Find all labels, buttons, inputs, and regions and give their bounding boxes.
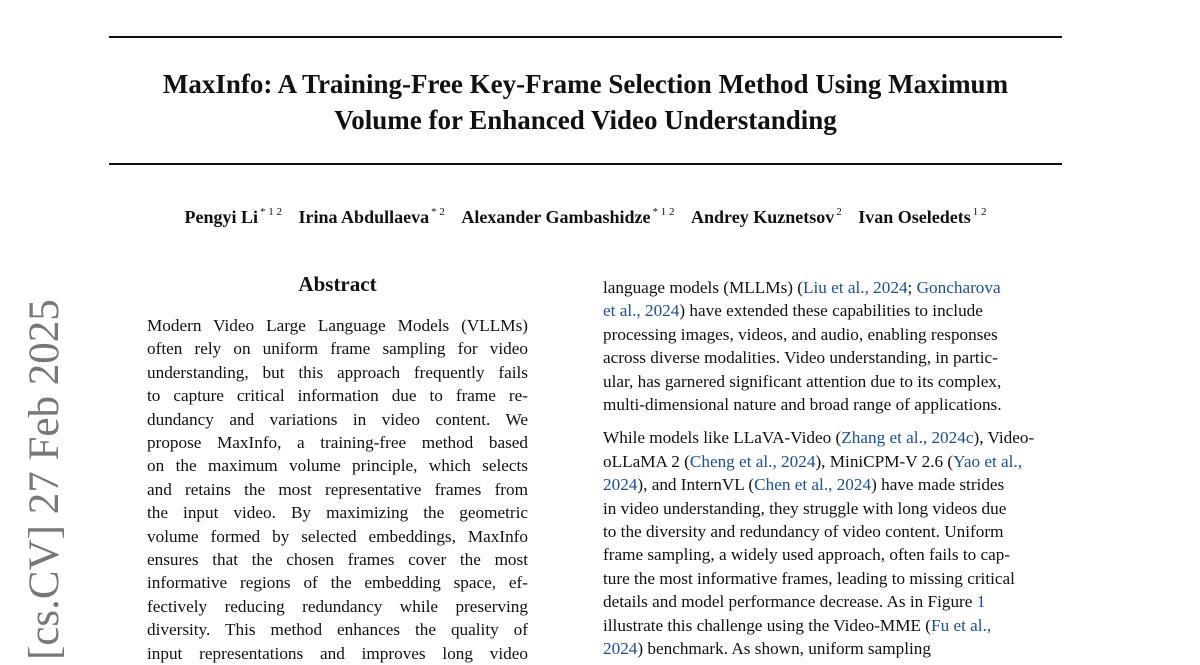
body-line: While models like LLaVA-Video (Zhang et al., 2024c), Video- [603, 428, 1035, 448]
author-name: Ivan Oseledets [858, 207, 971, 227]
abstract-line: Modern Video Large Language Models (VLLMs) [147, 316, 528, 335]
author [691, 207, 842, 227]
citation-link[interactable]: 2024 [603, 639, 638, 659]
arxiv-stamp: [cs.CV] 27 Feb 2025 [21, 299, 68, 660]
abstract-line: input representations and improves long video [147, 643, 528, 663]
body-line: to the diversity and redundancy of video content. Uniform [603, 522, 1004, 542]
title-line: MaxInfo: A Training-Free Key-Frame Selection Method Using Maximum [162, 69, 1009, 99]
title-bottom-rule [109, 163, 1062, 165]
abstract-line: volume formed by selected embeddings, MaxInfo [147, 526, 528, 546]
citation-link[interactable]: 2024 [603, 475, 638, 495]
author-affiliation: * 1 2 [260, 206, 283, 218]
body-line: illustrate this challenge using the Video-MME (Fu et al., [603, 615, 992, 635]
abstract-line: dundancy and variations in video content. We [147, 409, 528, 429]
figure-ref-link[interactable]: 1 [976, 592, 986, 612]
author-name: Alexander Gambashidze [461, 207, 651, 227]
abstract-line: understanding, but this approach frequently fails [147, 362, 528, 382]
body-line: oLLaMA 2 (Cheng et al., 2024), MiniCPM-V 2.6 (Yao et al., [603, 451, 1023, 471]
author-affiliation: 2 [836, 206, 842, 218]
abstract-line: propose MaxInfo, a training-free method based [147, 433, 528, 453]
author [461, 207, 674, 227]
author [858, 207, 986, 227]
citation-link[interactable]: Liu et al., 2024 [803, 278, 908, 297]
intro-column [603, 276, 1063, 661]
body-line: frame sampling, a widely used approach, often fails to cap- [603, 545, 1011, 565]
citation-link[interactable]: Fu et al., [931, 615, 992, 635]
author-name: Irina Abdullaeva [298, 207, 430, 227]
abstract-line: and retains the most representative frames from [147, 479, 528, 499]
abstract-line: diversity. This method enhances the quality of [147, 620, 528, 640]
title-top-rule [109, 36, 1062, 38]
intro-paragraph [603, 276, 1063, 416]
author-affiliation: * 1 2 [652, 206, 675, 218]
citation-link[interactable]: et al., 2024 [603, 301, 680, 321]
body-line: ture the most informative frames, leading to missing critical [603, 568, 1015, 588]
body-line: et al., 2024) have extended these capabilities to include [603, 301, 983, 321]
citation-link[interactable]: Zhang et al., 2024c [841, 428, 974, 448]
abstract-line: to capture critical information due to frame re- [147, 386, 528, 406]
body-line: language models (MLLMs) (Liu et al., 2024; Goncharova [603, 278, 1001, 297]
abstract-line: fectively reducing redundancy while preserving [147, 596, 528, 616]
body-line: ular, has garnered significant attention due to its complex, [603, 371, 1002, 391]
title-line: Volume for Enhanced Video Understanding [334, 105, 837, 135]
citation-link[interactable]: Chen et al., 2024 [754, 475, 872, 495]
author-name: Andrey Kuznetsov [691, 207, 835, 227]
citation-link[interactable]: Goncharova [916, 278, 1001, 297]
abstract-line: often rely on uniform frame sampling for video [147, 339, 528, 359]
citation-link[interactable]: Cheng et al., 2024 [689, 451, 816, 471]
body-line: across diverse modalities. Video understanding, in partic- [603, 348, 998, 368]
abstract-line: on the maximum volume principle, which selects [147, 456, 528, 476]
abstract-heading: Abstract [298, 272, 377, 296]
abstract-body [147, 314, 528, 665]
author-affiliation: * 2 [431, 206, 445, 218]
body-line: multi-dimensional nature and broad range of applications. [603, 395, 1002, 415]
author [299, 207, 445, 227]
body-line: processing images, videos, and audio, enabling responses [603, 324, 998, 344]
author-affiliation: 1 2 [972, 206, 987, 218]
body-line: in video understanding, they struggle with long videos due [603, 498, 1007, 518]
body-line: 2024), and InternVL (Chen et al., 2024) have made strides [603, 475, 1005, 495]
arxiv-sidebar [21, 299, 72, 660]
abstract-line: informative regions of the embedding space, ef- [147, 573, 528, 593]
intro-paragraph [603, 426, 1063, 660]
paper-title [109, 66, 1062, 138]
author-list [109, 206, 1062, 228]
author-name: Pengyi Li [184, 207, 259, 227]
body-line: 2024) benchmark. As shown, uniform sampling [603, 639, 931, 659]
citation-link[interactable]: Yao et al., [953, 451, 1023, 471]
author [185, 207, 283, 227]
abstract-line: ensures that the chosen frames cover the most [147, 550, 528, 570]
body-line: details and model performance decrease. As in Figure 1 [603, 592, 986, 612]
abstract-line: the input video. By maximizing the geometric [147, 503, 528, 523]
